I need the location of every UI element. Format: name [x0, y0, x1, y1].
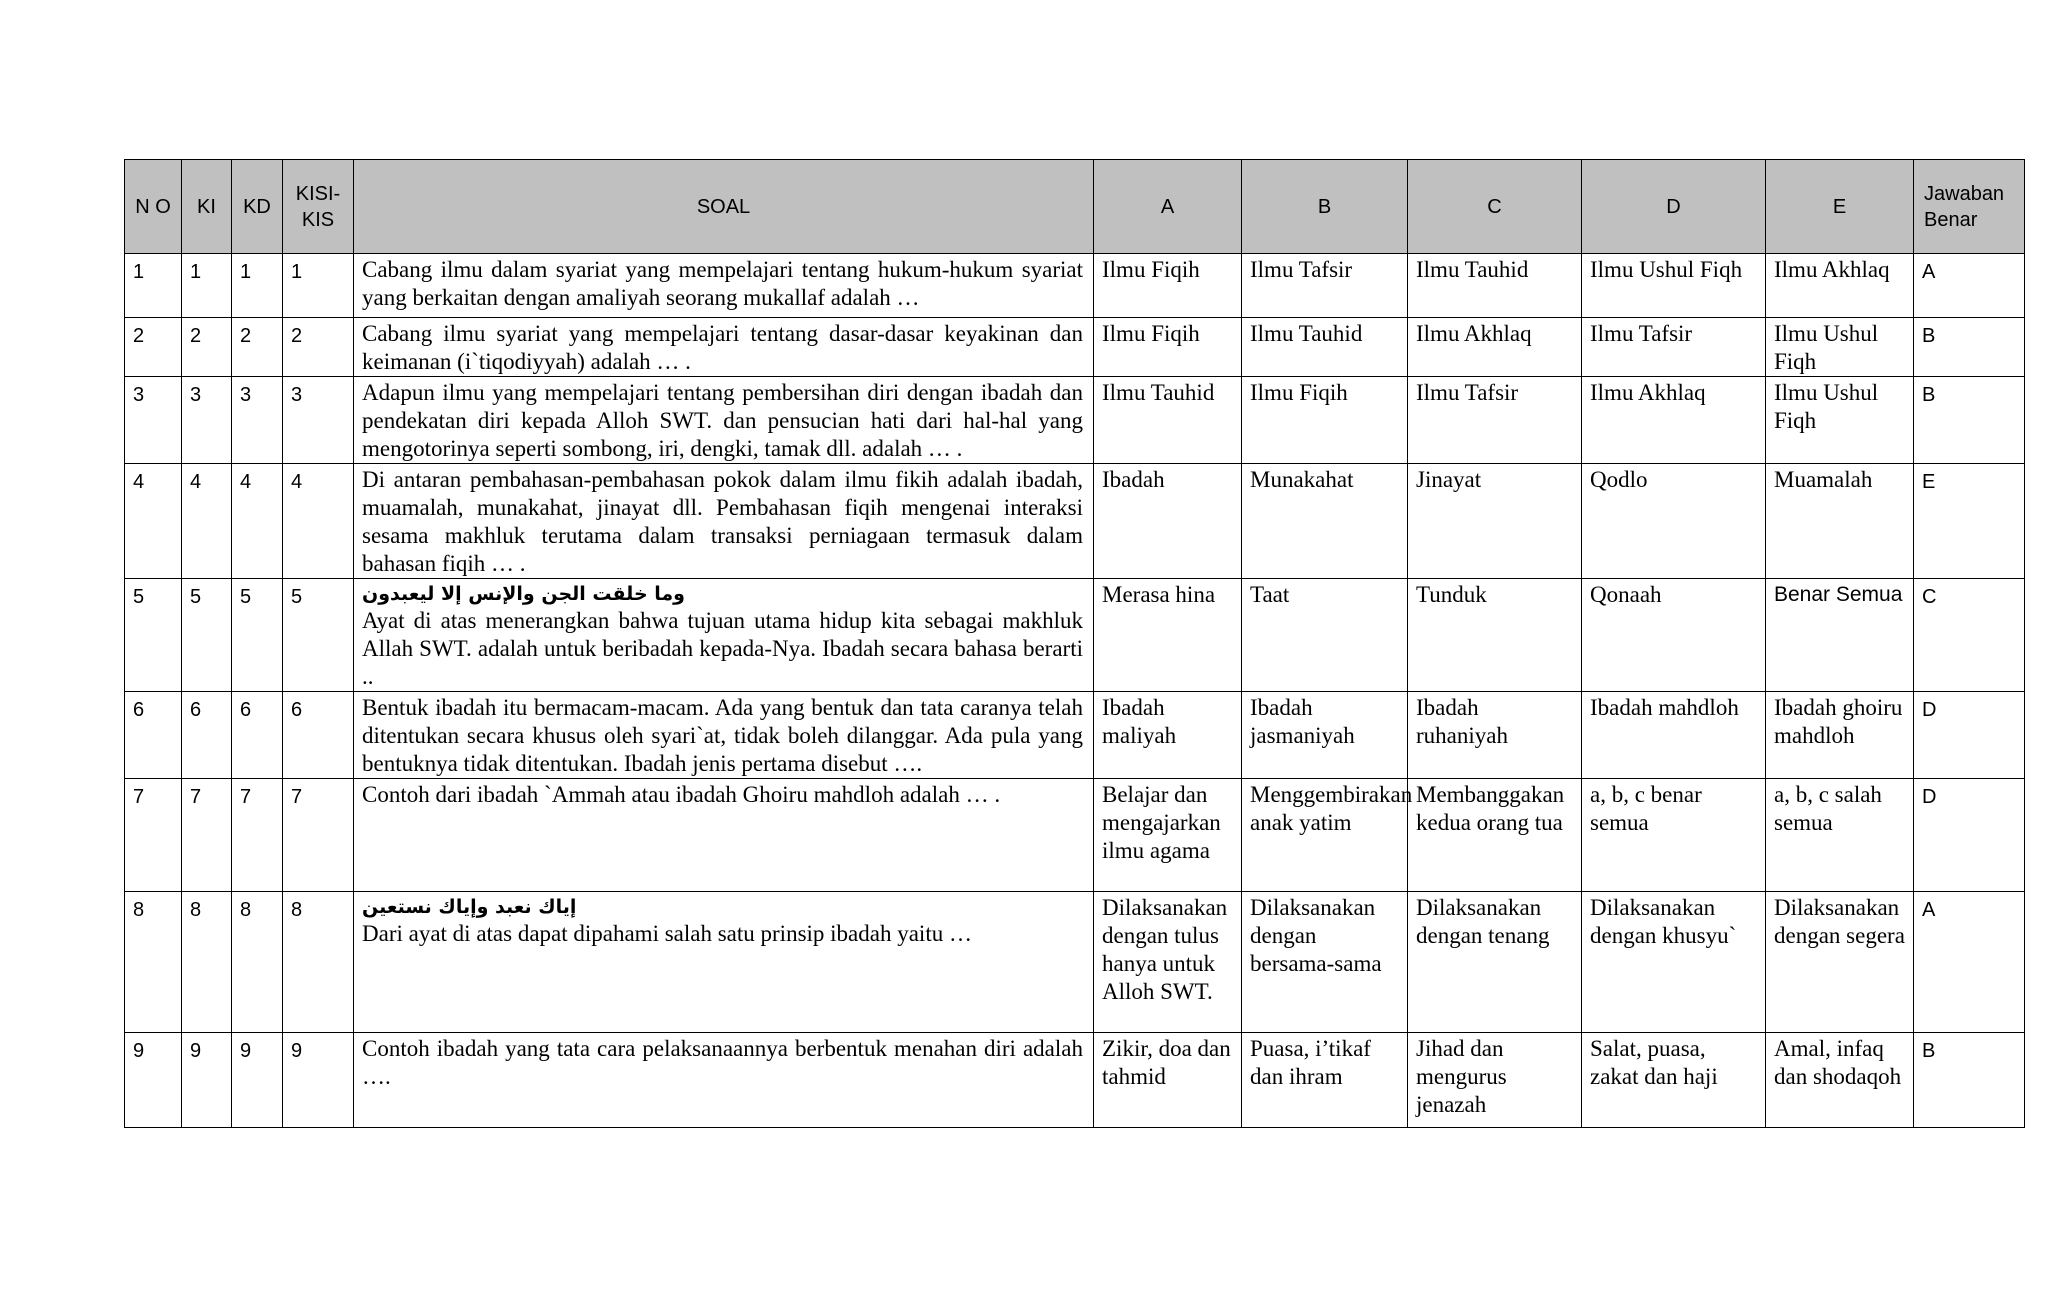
cell-option-c: Ilmu Akhlaq [1408, 318, 1582, 377]
cell-option-d: Ilmu Akhlaq [1582, 377, 1766, 464]
cell-no: 9 [125, 1033, 182, 1128]
cell-option-e: Benar Semua [1766, 579, 1914, 692]
cell-option-d: Salat, puasa, zakat dan haji [1582, 1033, 1766, 1128]
cell-jawaban-benar: B [1914, 1033, 2025, 1128]
cell-option-b: Ilmu Fiqih [1242, 377, 1408, 464]
cell-ki: 7 [182, 779, 232, 892]
cell-option-b: Menggembirakan anak yatim [1242, 779, 1408, 892]
header-no: N O [125, 160, 182, 254]
header-option-b: B [1242, 160, 1408, 254]
cell-no: 1 [125, 254, 182, 318]
table-row [125, 464, 2025, 579]
cell-no: 7 [125, 779, 182, 892]
cell-option-d: Dilaksanakan dengan khusyu` [1582, 892, 1766, 1033]
cell-option-a: Ilmu Tauhid [1094, 377, 1242, 464]
cell-option-b: Dilaksanakan dengan bersama-sama [1242, 892, 1408, 1033]
cell-option-d: Ilmu Ushul Fiqh [1582, 254, 1766, 318]
cell-kisi-kisi: 2 [283, 318, 354, 377]
table-row [125, 579, 2025, 692]
cell-option-a: Dilaksanakan dengan tulus hanya untuk Alloh SWT. [1094, 892, 1242, 1033]
cell-soal [354, 377, 1094, 464]
cell-option-b: Ilmu Tauhid [1242, 318, 1408, 377]
cell-jawaban-benar: C [1914, 579, 2025, 692]
cell-option-d: Ilmu Tafsir [1582, 318, 1766, 377]
question-text: Contoh ibadah yang tata cara pelaksanaannya berbentuk menahan diri adalah …. [362, 1036, 1083, 1089]
cell-kd: 4 [232, 464, 283, 579]
header-kd: KD [232, 160, 283, 254]
cell-no: 5 [125, 579, 182, 692]
cell-soal [354, 692, 1094, 779]
header-option-d: D [1582, 160, 1766, 254]
cell-option-b: Puasa, i’tikaf dan ihram [1242, 1033, 1408, 1128]
table-header-row [125, 160, 2025, 254]
cell-kisi-kisi: 8 [283, 892, 354, 1033]
header-option-e: E [1766, 160, 1914, 254]
header-option-a: A [1094, 160, 1242, 254]
cell-ki: 8 [182, 892, 232, 1033]
question-text: Contoh dari ibadah `Ammah atau ibadah Ghoiru mahdloh adalah … . [362, 782, 1001, 807]
cell-option-a: Ibadah [1094, 464, 1242, 579]
cell-option-a: Ibadah maliyah [1094, 692, 1242, 779]
cell-option-e: Muamalah [1766, 464, 1914, 579]
table-row [125, 318, 2025, 377]
cell-option-e: Dilaksanakan dengan segera [1766, 892, 1914, 1033]
cell-option-e: Ilmu Akhlaq [1766, 254, 1914, 318]
cell-option-b: Taat [1242, 579, 1408, 692]
header-jawaban-benar: Jawaban Benar [1914, 160, 2025, 254]
cell-option-d: Qodlo [1582, 464, 1766, 579]
arabic-verse: وما خلقت الجن والإنس إلا ليعبدون [362, 583, 685, 605]
cell-option-c: Jinayat [1408, 464, 1582, 579]
cell-ki: 3 [182, 377, 232, 464]
cell-option-a: Belajar dan mengajarkan ilmu agama [1094, 779, 1242, 892]
cell-option-e: Ilmu Ushul Fiqh [1766, 318, 1914, 377]
table-body [125, 254, 2025, 1128]
table-row [125, 892, 2025, 1033]
cell-option-c: Jihad dan mengurus jenazah [1408, 1033, 1582, 1128]
cell-jawaban-benar: D [1914, 692, 2025, 779]
cell-option-d: a, b, c benar semua [1582, 779, 1766, 892]
cell-kd: 9 [232, 1033, 283, 1128]
cell-option-c: Membanggakan kedua orang tua [1408, 779, 1582, 892]
cell-kisi-kisi: 4 [283, 464, 354, 579]
cell-option-e: Amal, infaq dan shodaqoh [1766, 1033, 1914, 1128]
question-text: Bentuk ibadah itu bermacam-macam. Ada yang bentuk dan tata caranya telah ditentukan secara khusus oleh syari`at, tidak boleh dilanggar. Ada pula yang bentuknya tidak ditentukan. Ibadah jenis pertama disebut …. [362, 695, 1083, 776]
cell-kisi-kisi: 3 [283, 377, 354, 464]
cell-no: 6 [125, 692, 182, 779]
cell-option-e: Ilmu Ushul Fiqh [1766, 377, 1914, 464]
cell-soal [354, 892, 1094, 1033]
cell-option-b: Ilmu Tafsir [1242, 254, 1408, 318]
question-text: Dari ayat di atas dapat dipahami salah satu prinsip ibadah yaitu … [362, 921, 972, 946]
table-row [125, 377, 2025, 464]
header-soal: SOAL [354, 160, 1094, 254]
cell-kd: 3 [232, 377, 283, 464]
cell-option-c: Ilmu Tafsir [1408, 377, 1582, 464]
table-row [125, 779, 2025, 892]
arabic-verse: إياك نعبد وإياك نستعين [362, 896, 577, 918]
cell-no: 8 [125, 892, 182, 1033]
cell-jawaban-benar: B [1914, 377, 2025, 464]
cell-jawaban-benar: A [1914, 254, 2025, 318]
cell-no: 2 [125, 318, 182, 377]
cell-kd: 2 [232, 318, 283, 377]
cell-option-a: Merasa hina [1094, 579, 1242, 692]
cell-no: 4 [125, 464, 182, 579]
cell-ki: 5 [182, 579, 232, 692]
question-text: Di antaran pembahasan-pembahasan pokok dalam ilmu fikih adalah ibadah, muamalah, munakahat, jinayat dll. Pembahasan fiqih mengenai interaksi sesama makhluk terutama dalam transaksi perniagaan termasuk dalam bahasan fiqih … . [362, 467, 1083, 576]
cell-ki: 4 [182, 464, 232, 579]
cell-kd: 7 [232, 779, 283, 892]
cell-jawaban-benar: B [1914, 318, 2025, 377]
cell-option-c: Ibadah ruhaniyah [1408, 692, 1582, 779]
question-grid-sheet [124, 159, 2025, 1128]
cell-ki: 9 [182, 1033, 232, 1128]
cell-option-a: Ilmu Fiqih [1094, 254, 1242, 318]
cell-jawaban-benar: A [1914, 892, 2025, 1033]
cell-option-a: Zikir, doa dan tahmid [1094, 1033, 1242, 1128]
table-row [125, 1033, 2025, 1128]
cell-option-d: Ibadah mahdloh [1582, 692, 1766, 779]
cell-no: 3 [125, 377, 182, 464]
cell-soal [354, 464, 1094, 579]
question-text: Adapun ilmu yang mempelajari tentang pembersihan diri dengan ibadah dan pendekatan diri kepada Alloh SWT. dan pensucian hati dari hal-hal yang mengotorinya seperti sombong, iri, dengki, tamak dll. adalah … . [362, 380, 1083, 461]
cell-kisi-kisi: 9 [283, 1033, 354, 1128]
header-option-c: C [1408, 160, 1582, 254]
cell-ki: 1 [182, 254, 232, 318]
cell-kd: 1 [232, 254, 283, 318]
question-text: Ayat di atas menerangkan bahwa tujuan utama hidup kita sebagai makhluk Allah SWT. adalah untuk beribadah kepada-Nya. Ibadah secara bahasa berarti .. [362, 608, 1083, 689]
cell-kd: 8 [232, 892, 283, 1033]
cell-option-c: Tunduk [1408, 579, 1582, 692]
cell-ki: 2 [182, 318, 232, 377]
cell-ki: 6 [182, 692, 232, 779]
header-ki: KI [182, 160, 232, 254]
cell-kd: 5 [232, 579, 283, 692]
cell-option-c: Ilmu Tauhid [1408, 254, 1582, 318]
cell-kisi-kisi: 6 [283, 692, 354, 779]
table-row [125, 254, 2025, 318]
cell-option-b: Ibadah jasmaniyah [1242, 692, 1408, 779]
cell-soal [354, 779, 1094, 892]
question-text: Cabang ilmu dalam syariat yang mempelajari tentang hukum-hukum syariat yang berkaitan dengan amaliyah seorang mukallaf adalah … [362, 257, 1083, 310]
cell-option-c: Dilaksanakan dengan tenang [1408, 892, 1582, 1033]
cell-option-d: Qonaah [1582, 579, 1766, 692]
cell-option-e: a, b, c salah semua [1766, 779, 1914, 892]
cell-soal [354, 254, 1094, 318]
question-text: Cabang ilmu syariat yang mempelajari tentang dasar-dasar keyakinan dan keimanan (i`tiqodiyyah) adalah … . [362, 321, 1083, 374]
question-table [124, 159, 2025, 1128]
cell-option-b: Munakahat [1242, 464, 1408, 579]
cell-option-e: Ibadah ghoiru mahdloh [1766, 692, 1914, 779]
cell-soal [354, 1033, 1094, 1128]
table-row [125, 692, 2025, 779]
cell-kisi-kisi: 1 [283, 254, 354, 318]
cell-soal [354, 579, 1094, 692]
cell-option-a: Ilmu Fiqih [1094, 318, 1242, 377]
header-kisi-kisi: KISI-KIS [283, 160, 354, 254]
cell-jawaban-benar: E [1914, 464, 2025, 579]
cell-kisi-kisi: 5 [283, 579, 354, 692]
cell-jawaban-benar: D [1914, 779, 2025, 892]
cell-kd: 6 [232, 692, 283, 779]
cell-soal [354, 318, 1094, 377]
cell-kisi-kisi: 7 [283, 779, 354, 892]
